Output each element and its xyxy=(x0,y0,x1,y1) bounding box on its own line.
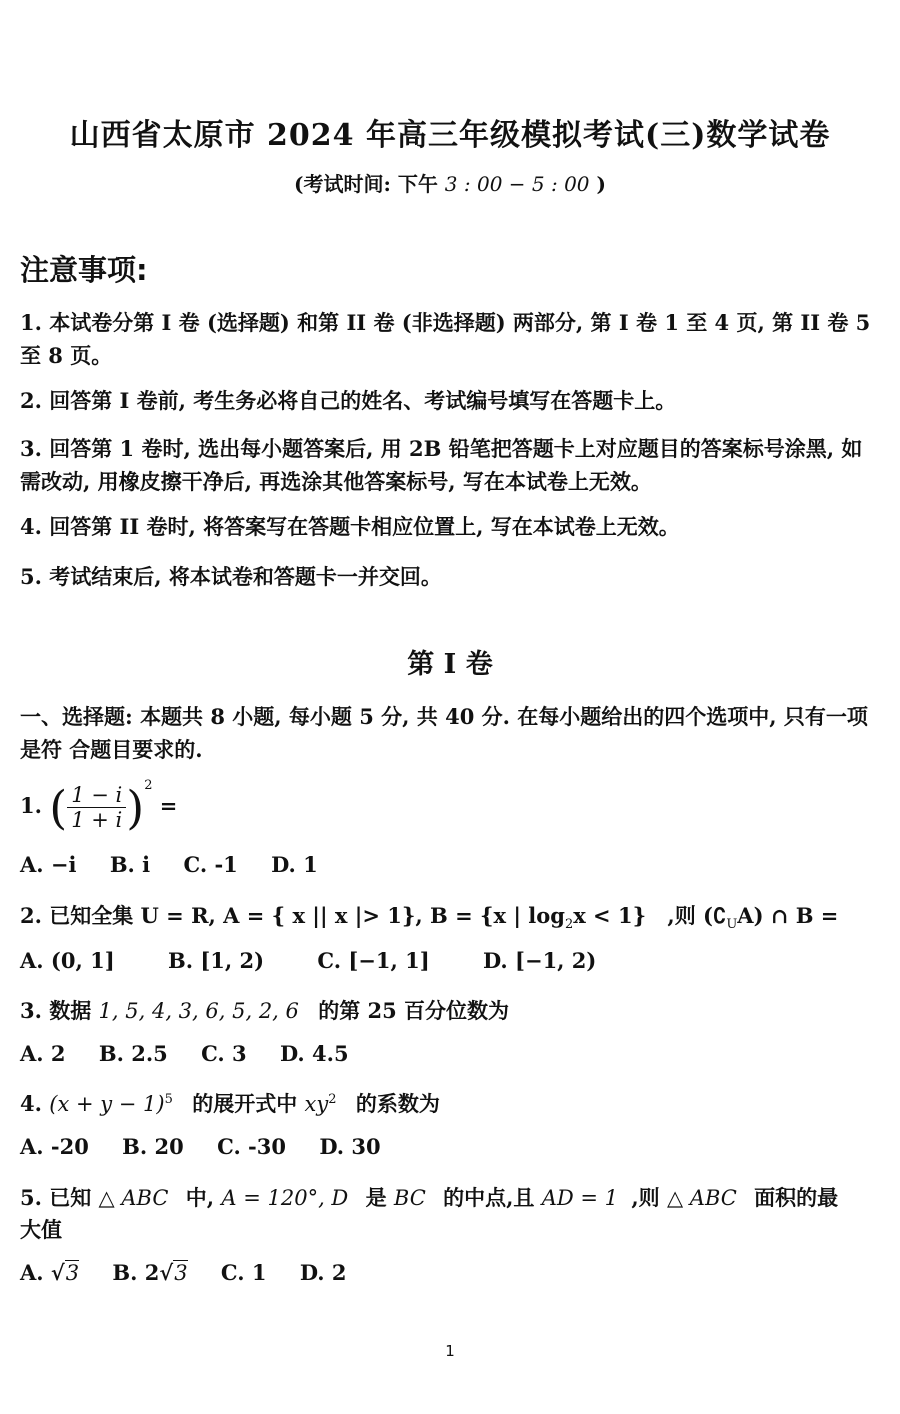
q5-triangle-1: △ ABC xyxy=(98,1186,169,1210)
q1-numerator: 1 − i xyxy=(67,783,126,808)
q2-option-a: A. (0, 1] xyxy=(20,948,115,973)
question-5 xyxy=(20,1182,880,1212)
section-intro: 一、选择题: 本题共 8 小题, 每小题 5 分, 共 40 分. 在每小题给出的四个选项中, 只有一项是符 合题目要求的. xyxy=(20,704,868,762)
q5-line-2: 大值 xyxy=(20,1217,62,1242)
page-number: 1 xyxy=(445,1342,455,1360)
q2-options xyxy=(20,948,880,973)
q1-option-b: B. i xyxy=(109,852,151,877)
volume-title: 第 I 卷 xyxy=(407,649,493,680)
q5-stem-b: 中, xyxy=(185,1185,215,1210)
exam-time-range: 3 : 00 − 5 : 00 xyxy=(444,172,590,196)
notice-heading: 注意事项: xyxy=(20,253,148,287)
notice-item-5: 5. 考试结束后, 将本试卷和答题卡一并交回。 xyxy=(20,564,442,589)
q5-option-a xyxy=(20,1260,79,1285)
q5-options xyxy=(20,1260,880,1285)
q3-stem-a: 3. 数据 xyxy=(20,998,92,1023)
q5-stem-e: ,则 xyxy=(631,1185,660,1210)
sqrt-icon: √ xyxy=(50,1260,65,1285)
sqrt-icon: √ xyxy=(159,1260,174,1285)
q1-left-paren: ( xyxy=(49,780,68,835)
q1-exponent: 2 xyxy=(144,778,153,793)
q1-fraction xyxy=(67,783,126,832)
q1-number: 1. xyxy=(20,793,42,818)
q2-complement-sub: U xyxy=(726,917,738,933)
exam-time-suffix: ) xyxy=(596,172,606,196)
q2-option-b: B. [1, 2) xyxy=(167,948,265,973)
q2-stem-a: 2. 已知全集 U = R, A = { x || x |> 1}, B = {x | log xyxy=(20,903,565,928)
q5-condition-2: AD = 1 xyxy=(541,1186,619,1210)
question-4 xyxy=(20,1088,880,1118)
notice-item-3: 3. 回答第 1 卷时, 选出每小题答案后, 用 2B 铅笔把答题卡上对应题目的答案标号涂黑, 如需改动, 用橡皮擦干净后, 再选涂其他答案标号, 写在本试卷上无效。 xyxy=(20,436,863,494)
q5-option-a-label: A. xyxy=(20,1260,44,1285)
q5-option-b-label: B. 2 xyxy=(112,1260,160,1285)
q2-option-d: D. [−1, 2) xyxy=(482,948,597,973)
q3-option-d: D. 4.5 xyxy=(279,1041,349,1066)
q1-right-paren: ) xyxy=(126,780,145,835)
exam-time-prefix: (考试时间: 下午 xyxy=(294,172,438,196)
q4-stem-b: 的展开式中 xyxy=(192,1091,298,1116)
q5-option-a-radicand: 3 xyxy=(65,1261,80,1285)
q5-stem-a: 5. 已知 xyxy=(20,1185,92,1210)
q1-option-c: C. -1 xyxy=(183,852,238,877)
q5-segment: BC xyxy=(393,1186,426,1210)
q4-options xyxy=(20,1134,880,1159)
q5-option-c: C. 1 xyxy=(220,1260,267,1285)
q4-option-d: D. 30 xyxy=(319,1134,381,1159)
q4-option-b: B. 20 xyxy=(122,1134,184,1159)
q2-stem-c: ,则 (∁ xyxy=(667,903,727,928)
q2-option-c: C. [−1, 1] xyxy=(317,948,430,973)
q4-stem-a: 4. xyxy=(20,1091,42,1116)
q2-stem-d: A) ∩ B = xyxy=(737,903,839,928)
q1-denominator: 1 + i xyxy=(71,808,123,832)
q3-option-a: A. 2 xyxy=(20,1041,66,1066)
notice-item-2: 2. 回答第 I 卷前, 考生务必将自己的姓名、考试编号填写在答题卡上。 xyxy=(20,388,677,413)
q3-option-b: B. 2.5 xyxy=(98,1041,168,1066)
q4-option-a: A. -20 xyxy=(20,1134,89,1159)
q3-option-c: C. 3 xyxy=(201,1041,247,1066)
q5-triangle-2: △ ABC xyxy=(666,1186,737,1210)
q3-data: 1, 5, 4, 3, 6, 5, 2, 6 xyxy=(98,999,299,1023)
q1-equals: = xyxy=(159,793,178,818)
q2-stem-b: x < 1} xyxy=(573,903,647,928)
q1-option-d: D. 1 xyxy=(271,852,318,877)
q4-term-exponent: 2 xyxy=(328,1092,337,1107)
q3-options xyxy=(20,1041,880,1066)
q4-expression-exponent: 5 xyxy=(164,1092,173,1107)
q1-option-a: A. −i xyxy=(20,852,77,877)
question-3 xyxy=(20,995,880,1025)
exam-time xyxy=(0,168,900,197)
q3-stem-b: 的第 25 百分位数为 xyxy=(318,998,510,1023)
q4-stem-c: 的系数为 xyxy=(355,1091,440,1116)
q5-stem-c: 是 xyxy=(365,1185,387,1210)
q5-option-d: D. 2 xyxy=(299,1260,347,1285)
q4-expression: (x + y − 1) xyxy=(49,1092,165,1116)
notice-item-1: 1. 本试卷分第 I 卷 (选择题) 和第 II 卷 (非选择题) 两部分, 第 I 卷 1 至 4 页, 第 II 卷 5 至 8 页。 xyxy=(20,310,871,368)
question-2 xyxy=(20,900,880,932)
q1-options xyxy=(20,852,880,877)
q4-option-c: C. -30 xyxy=(217,1134,286,1159)
notice-item-4: 4. 回答第 II 卷时, 将答案写在答题卡相应位置上, 写在本试卷上无效。 xyxy=(20,514,680,539)
q5-stem-f: 面积的最 xyxy=(754,1185,839,1210)
q2-log-base: 2 xyxy=(564,917,574,933)
q5-option-b-radicand: 3 xyxy=(174,1261,188,1285)
q5-condition-1: A = 120°, D xyxy=(221,1186,349,1210)
q4-term: xy xyxy=(304,1092,329,1116)
q5-option-b xyxy=(112,1260,187,1285)
q5-stem-d: 的中点,且 xyxy=(443,1185,535,1210)
question-1 xyxy=(20,778,880,835)
exam-title: 山西省太原市 2024 年高三年级模拟考试(三)数学试卷 xyxy=(69,118,831,153)
